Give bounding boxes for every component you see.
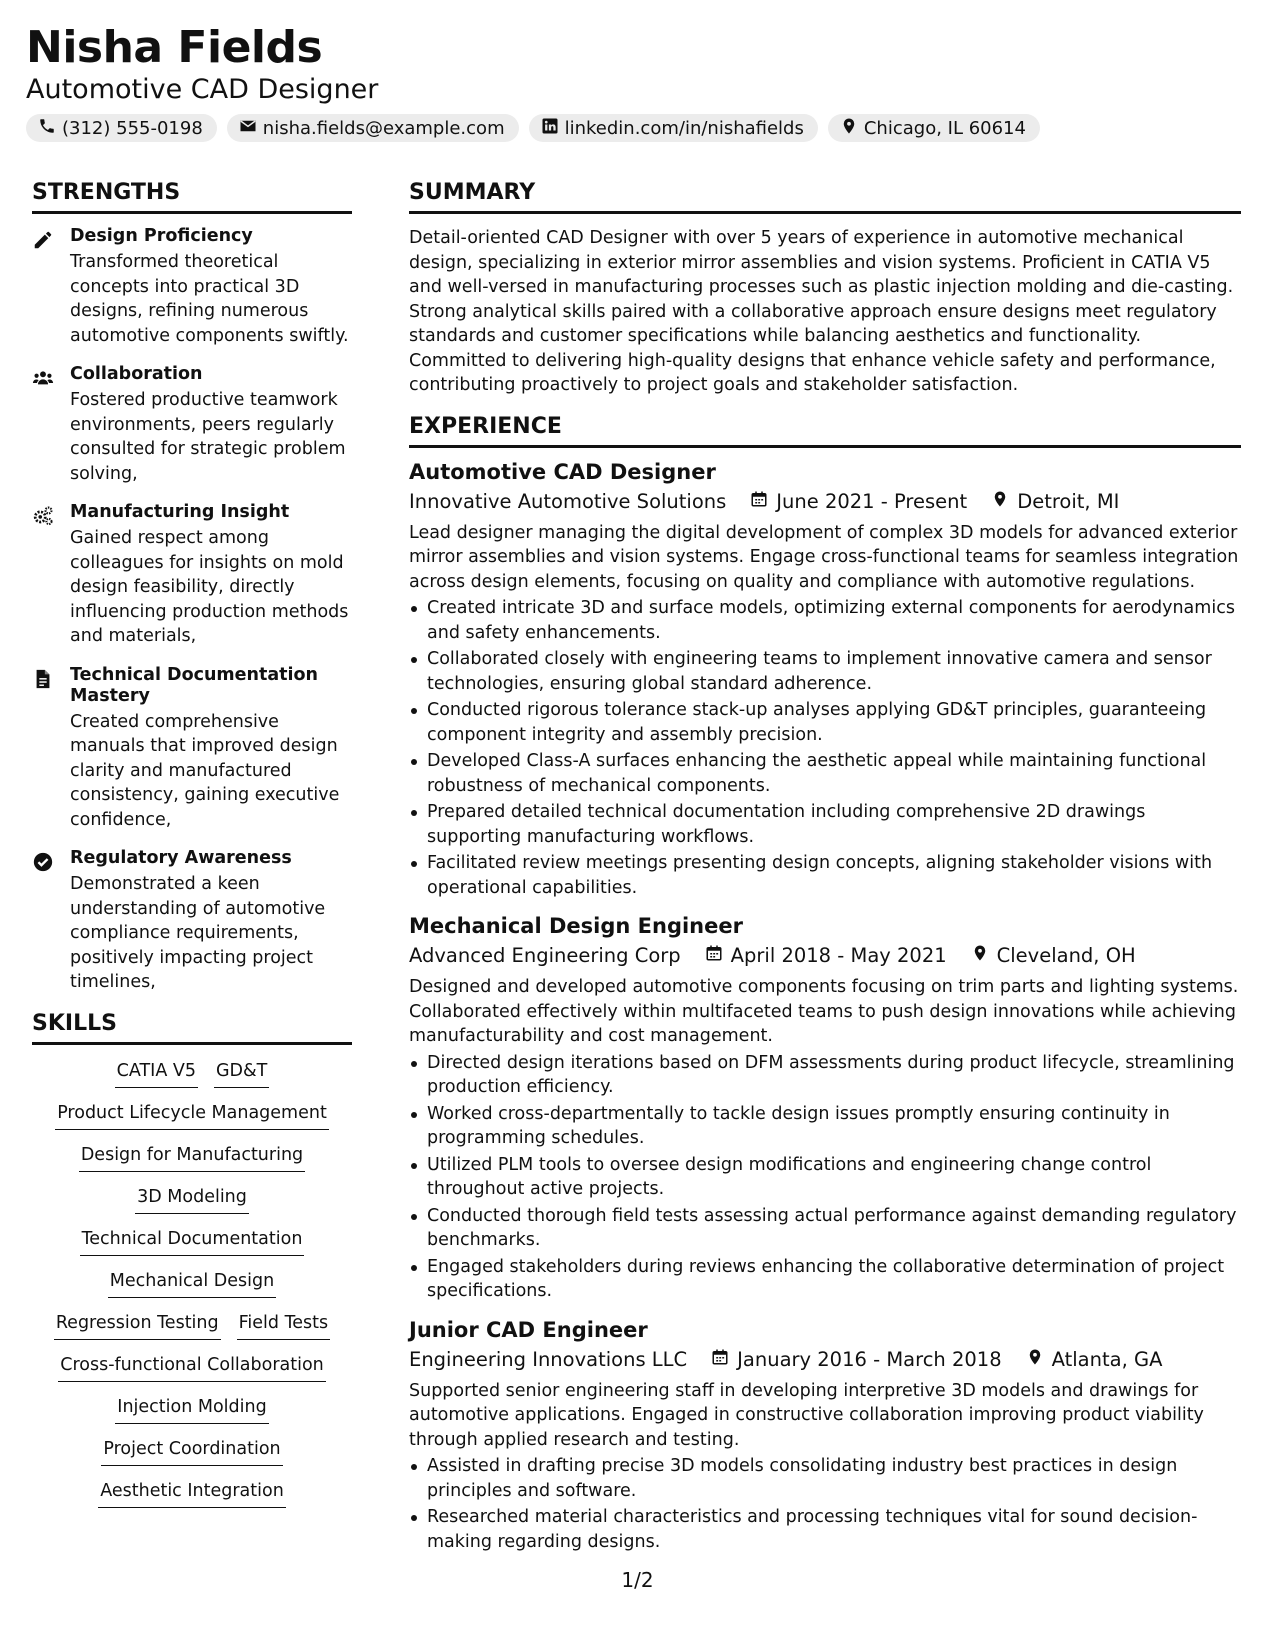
skill-tag: Design for Manufacturing — [79, 1141, 305, 1172]
location-pin-icon — [1026, 1348, 1044, 1371]
job-dates: January 2016 - March 2018 — [737, 1347, 1002, 1371]
contact-phone[interactable] — [26, 114, 217, 142]
skill-tag: Technical Documentation — [80, 1225, 305, 1256]
skills-list — [32, 1057, 352, 1508]
job-company: Engineering Innovations LLC — [409, 1347, 688, 1371]
skills-heading: SKILLS — [32, 1011, 352, 1045]
location-pin-icon — [840, 117, 858, 140]
job-bullets — [409, 596, 1241, 900]
job-dates: June 2021 - Present — [776, 489, 968, 513]
summary-text: Detail-oriented CAD Designer with over 5 years of experience in automotive mechanical design, specializing in exterior mirror assemblies and vision systems. Proficient in CATIA V5 and well-versed in manufacturing processes such as plastic injection molding and die-casting. Strong analytical skills paired with a collaborative approach ensure designs meet regulatory standards and customer specifications while balancing aesthetics and functionality. Committed to delivering high-quality designs that enhance vehicle safety and performance, contributing proactively to project goals and stakeholder satisfaction. — [409, 228, 1234, 395]
location-pin-icon — [991, 490, 1009, 513]
skill-tag: Aesthetic Integration — [98, 1477, 286, 1508]
strength-title: Collaboration — [70, 364, 203, 384]
list-item: Directed design iterations based on DFM assessments during product lifecycle, streamlining production efficiency. — [409, 1051, 1241, 1100]
job-company: Advanced Engineering Corp — [409, 944, 681, 967]
job-company: Innovative Automotive Solutions — [409, 489, 727, 513]
list-item: Engaged stakeholders during reviews enhancing the collaborative determination of project specifications. — [409, 1255, 1241, 1304]
strength-title: Technical Documentation Mastery — [70, 664, 319, 706]
job-entry — [409, 914, 1241, 1304]
skill-tag: 3D Modeling — [135, 1183, 249, 1214]
phone-text: (312) 555-0198 — [62, 117, 203, 139]
strength-desc: Fostered productive teamwork environments, peers regularly consulted for strategic problem solving, — [70, 390, 346, 484]
contact-location[interactable] — [828, 114, 1040, 142]
strength-item — [32, 226, 352, 348]
job-location: Detroit, MI — [1017, 489, 1120, 513]
job-bullets — [409, 1051, 1241, 1304]
skill-tag: GD&T — [214, 1057, 269, 1088]
skill-tag: Regression Testing — [54, 1309, 221, 1340]
job-description: Lead designer managing the digital development of complex 3D models for advanced exterior mirror assemblies and vision systems. Engage cross-functional teams for seamless integration across design elements, focusing on quality and compliance with automotive regulations. — [409, 522, 1239, 592]
strength-desc: Demonstrated a keen understanding of automotive compliance requirements, positively impacting project timelines, — [70, 874, 326, 992]
strength-item — [32, 848, 352, 995]
job-location: Atlanta, GA — [1051, 1347, 1163, 1371]
phone-icon — [38, 117, 56, 140]
list-item: Utilized PLM tools to oversee design modifications and engineering change control throughout active projects. — [409, 1153, 1241, 1202]
calendar-icon — [750, 490, 768, 513]
strength-title: Manufacturing Insight — [70, 502, 290, 522]
job-dates: April 2018 - May 2021 — [730, 944, 947, 967]
check-circle-icon — [32, 848, 56, 995]
job-title: Junior CAD Engineer — [409, 1317, 648, 1342]
skill-tag: Injection Molding — [115, 1393, 268, 1424]
job-entry — [409, 1318, 1241, 1555]
job-description: Supported senior engineering staff in developing interpretive 3D models and drawings for automotive applications. Engaged in constructive collaboration improving product viability through applied research and testing. — [409, 1380, 1204, 1450]
right-column — [409, 180, 1241, 1568]
contact-email[interactable] — [227, 114, 519, 142]
job-location: Cleveland, OH — [996, 944, 1136, 967]
calendar-icon — [705, 944, 723, 967]
list-item: Conducted rigorous tolerance stack-up analyses applying GD&T principles, guaranteeing component integrity and assembly precision. — [409, 698, 1241, 747]
job-entry — [409, 460, 1241, 901]
list-item: Prepared detailed technical documentation including comprehensive 2D drawings supporting manufacturing workflows. — [409, 800, 1241, 849]
list-item: Collaborated closely with engineering teams to implement innovative camera and sensor technologies, ensuring global standard adherence. — [409, 647, 1241, 696]
page-number: 1/2 — [621, 1568, 654, 1592]
strength-item — [32, 502, 352, 649]
list-item: Assisted in drafting precise 3D models consolidating industry best practices in design principles and software. — [409, 1454, 1241, 1503]
strength-desc: Transformed theoretical concepts into practical 3D designs, refining numerous automotive components swiftly. — [70, 252, 349, 346]
envelope-icon — [239, 117, 257, 140]
resume-title: Automotive CAD Designer — [26, 74, 379, 105]
strength-title: Regulatory Awareness — [70, 848, 292, 868]
list-item: Conducted thorough field tests assessing actual performance against demanding regulatory benchmarks. — [409, 1204, 1241, 1253]
skill-tag: Mechanical Design — [108, 1267, 276, 1298]
list-item: Researched material characteristics and processing techniques vital for sound decision-making regarding designs. — [409, 1505, 1241, 1554]
resume-name: Nisha Fields — [26, 22, 323, 73]
location-pin-icon — [971, 944, 989, 967]
strengths-heading: STRENGTHS — [32, 180, 352, 214]
location-text: Chicago, IL 60614 — [863, 117, 1026, 139]
list-item: Worked cross-departmentally to tackle design issues promptly ensuring continuity in programming schedules. — [409, 1102, 1241, 1151]
job-meta — [409, 944, 1241, 967]
strength-item — [32, 665, 352, 833]
skill-tag: CATIA V5 — [115, 1057, 198, 1088]
calendar-icon — [711, 1348, 729, 1371]
linkedin-text: linkedin.com/in/nishafields — [564, 117, 804, 139]
job-title: Automotive CAD Designer — [409, 459, 716, 484]
job-bullets — [409, 1454, 1241, 1554]
job-meta — [409, 1348, 1241, 1371]
skill-tag: Cross-functional Collaboration — [58, 1351, 326, 1382]
left-column — [32, 180, 352, 1508]
skill-tag: Product Lifecycle Management — [55, 1099, 329, 1130]
pencil-icon — [32, 226, 56, 348]
strength-title: Design Proficiency — [70, 226, 253, 246]
users-icon — [32, 364, 56, 486]
strength-desc: Gained respect among colleagues for insights on mold design feasibility, directly influencing production methods and materials, — [70, 528, 349, 646]
strength-desc: Created comprehensive manuals that improved design clarity and manufactured consistency, gaining executive confidence, — [70, 711, 340, 830]
job-title: Mechanical Design Engineer — [409, 914, 743, 938]
list-item: Created intricate 3D and surface models, optimizing external components for aerodynamics and safety enhancements. — [409, 596, 1241, 645]
contact-linkedin[interactable] — [529, 114, 818, 142]
strength-item — [32, 364, 352, 486]
contact-bar — [26, 114, 1040, 142]
summary-heading: SUMMARY — [409, 180, 1241, 214]
list-item: Facilitated review meetings presenting design concepts, aligning stakeholder visions with operational capabilities. — [409, 851, 1241, 900]
skill-tag: Project Coordination — [101, 1435, 282, 1466]
linkedin-icon — [541, 117, 559, 140]
email-text: nisha.fields@example.com — [262, 117, 505, 139]
gears-icon — [32, 502, 56, 649]
job-meta — [409, 490, 1241, 513]
document-icon — [32, 665, 56, 833]
list-item: Developed Class-A surfaces enhancing the aesthetic appeal while maintaining functional robustness of mechanical components. — [409, 749, 1241, 798]
skill-tag: Field Tests — [237, 1309, 331, 1340]
experience-heading: EXPERIENCE — [409, 414, 1241, 448]
job-description: Designed and developed automotive components focusing on trim parts and lighting systems. Collaborated effectively within multifaceted teams to push design innovations while achieving manufacturability and cost management. — [409, 977, 1239, 1046]
